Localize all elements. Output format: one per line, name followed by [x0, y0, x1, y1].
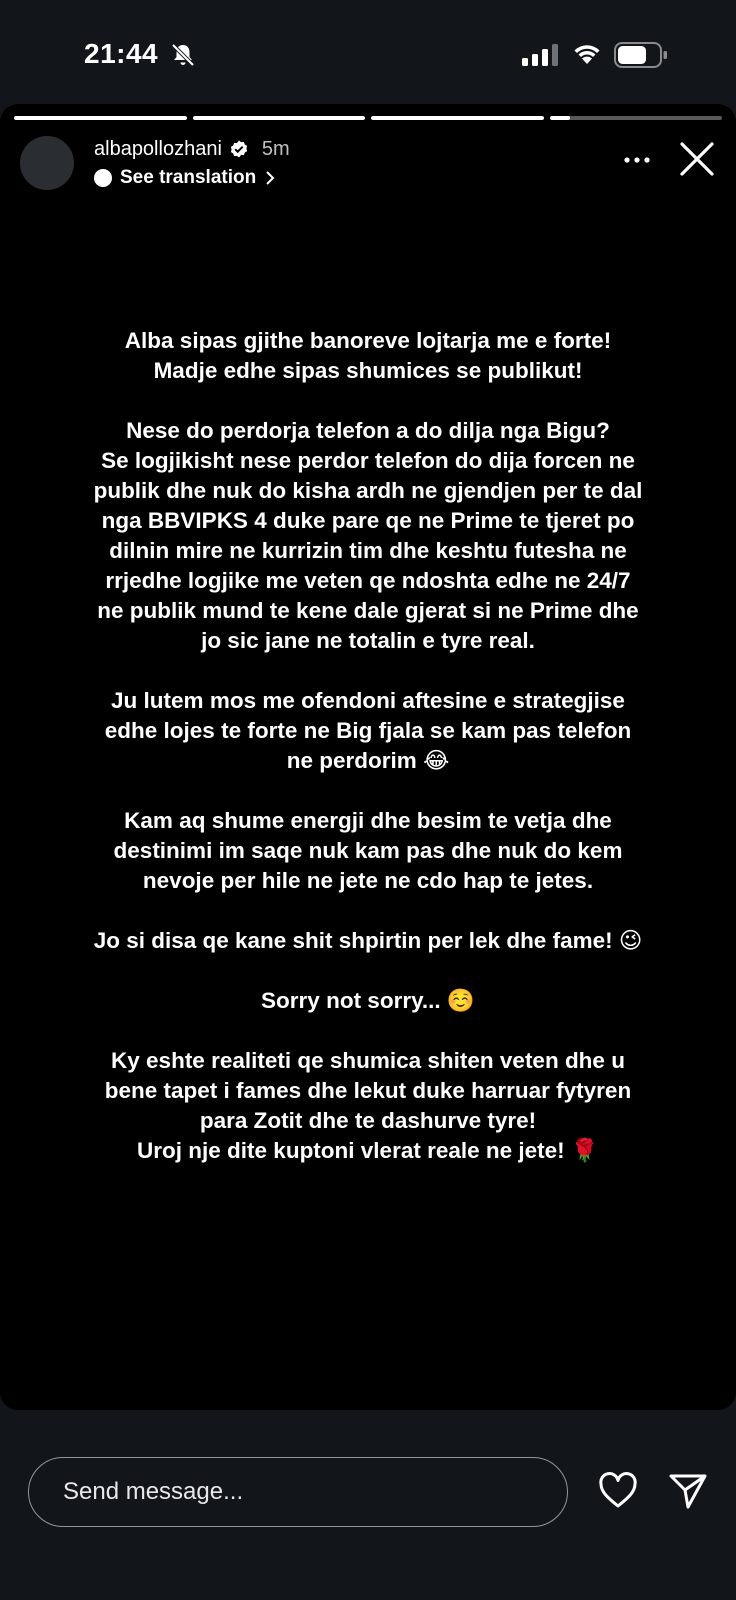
battery-icon [614, 42, 668, 68]
progress-segment [371, 116, 544, 120]
see-translation-label: See translation [120, 167, 257, 188]
chevron-right-icon [264, 170, 276, 186]
send-message-input[interactable] [28, 1457, 568, 1527]
username[interactable]: albapollozhani [94, 137, 222, 160]
verified-badge-icon [230, 140, 248, 158]
story-text-line: jo sic jane ne totalin e tyre real. [201, 628, 535, 653]
story-text-line: nga BBVIPKS 4 duke pare qe ne Prime te tjeret po [101, 508, 635, 533]
status-bar [0, 0, 736, 104]
story-text-line: Uroj nje dite kuptoni vlerat reale ne jete! 🌹 [137, 1138, 599, 1163]
story-text-line: Se logjikisht nese perdor telefon do dija forcen ne [101, 448, 635, 473]
heart-icon[interactable] [598, 1472, 638, 1510]
story-paragraph [30, 1046, 706, 1166]
story-header [20, 132, 716, 188]
progress-segment [14, 116, 187, 120]
avatar[interactable] [20, 136, 74, 190]
progress-fill [371, 116, 544, 120]
story-paragraph [30, 416, 706, 656]
story-paragraph [30, 686, 706, 776]
story-text-line: ne perdorim 😂 [286, 748, 450, 773]
home-indicator [270, 1584, 466, 1590]
story-text-line: Ju lutem mos me ofendoni aftesine e strategjise [111, 688, 625, 713]
story-text-line: dilnin mire ne kurrizin tim dhe keshtu futesha ne [109, 538, 627, 563]
story-text-line: bene tapet i fames dhe lekut duke harruar fytyren [104, 1078, 632, 1103]
story-paragraph [30, 806, 706, 896]
story-text-line: rrjedhe logjike me veten qe ndoshta edhe ne 24/7 [105, 568, 631, 593]
close-icon[interactable] [678, 140, 716, 178]
story-text-line: nevoje per hile ne jete ne cdo hap te jetes. [142, 868, 594, 893]
progress-segment [550, 116, 723, 120]
story-text-line: Ky eshte realiteti qe shumica shiten veten dhe u [111, 1048, 625, 1073]
send-icon[interactable] [668, 1472, 708, 1510]
post-time: 5m [261, 137, 290, 160]
see-translation-link[interactable] [94, 166, 276, 190]
story-paragraph [30, 986, 706, 1016]
progress-fill [14, 116, 187, 120]
story-text-line: ne publik mund te kene dale gjerat si ne Prime dhe [97, 598, 639, 623]
story-text-line: Alba sipas gjithe banoreve lojtarja me e forte! [124, 328, 612, 353]
story-text-line: para Zotit dhe te dashurve tyre! [199, 1108, 537, 1133]
story-text [30, 326, 706, 1196]
bell-slash-icon [170, 42, 196, 68]
story-text-line: destinimi im saqe nuk kam pas dhe nuk do kem [113, 838, 623, 863]
story-progress-bar [14, 116, 722, 120]
username-row [94, 136, 290, 162]
story-text-line: Sorry not sorry... ☺️ [261, 988, 475, 1013]
story-text-line: Jo si disa qe kane shit shpirtin per lek dhe fame! 😉 [93, 928, 643, 953]
story-paragraph [30, 326, 706, 386]
story-text-line: Kam aq shume energji dhe besim te vetja dhe [124, 808, 612, 833]
more-options-icon[interactable] [622, 148, 652, 172]
wifi-icon [572, 42, 602, 66]
progress-fill [193, 116, 366, 120]
bottom-bar [0, 1410, 736, 1600]
story-paragraph [30, 926, 706, 956]
story-text-line: edhe lojes te forte ne Big fjala se kam pas telefon [104, 718, 632, 743]
status-time: 21:44 [84, 38, 159, 69]
story-text-line: Nese do perdorja telefon a do diljа nga Bigu? [126, 418, 610, 443]
story-text-line: Madje edhe sipas shumices se publikut! [153, 358, 583, 383]
translation-icon [94, 169, 112, 187]
cellular-signal-icon [522, 44, 558, 66]
progress-segment [193, 116, 366, 120]
progress-fill [550, 116, 571, 120]
story-text-line: publik dhe nuk do kisha ardh ne gjendjen per te dal [93, 478, 643, 503]
story-viewer[interactable] [0, 104, 736, 1410]
